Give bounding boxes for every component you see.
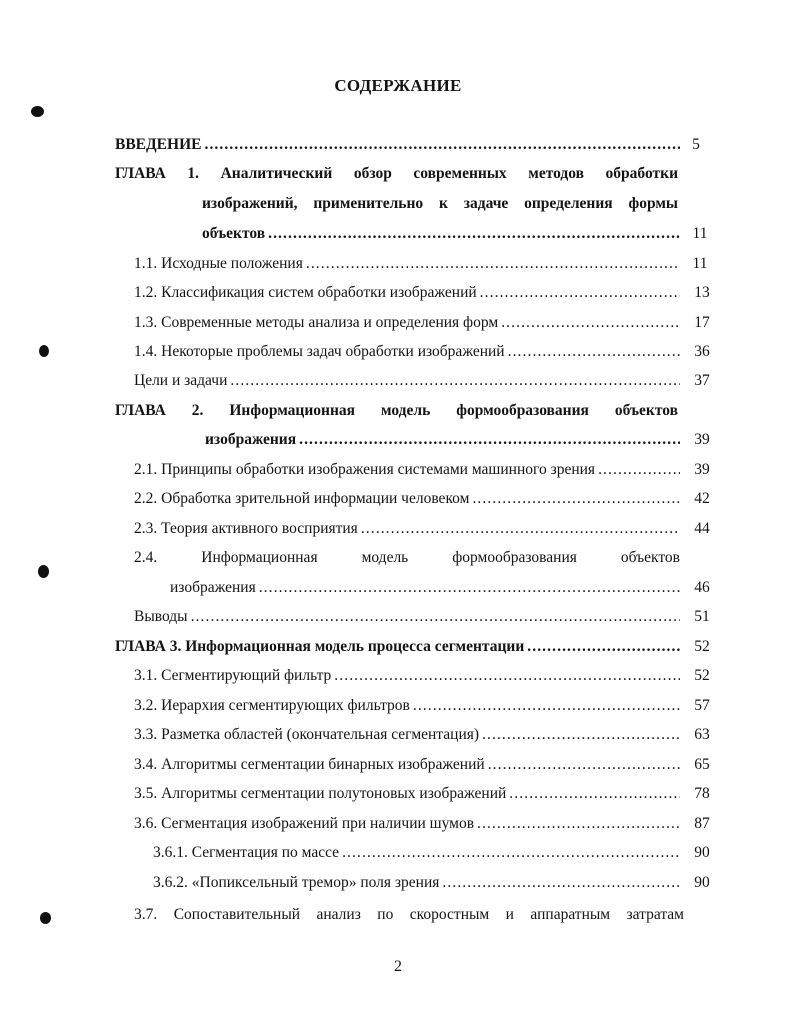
toc-label: ГЛАВА 3. Информационная модель процесса сегментации (115, 638, 525, 655)
toc-page-1-4: 36 (694, 343, 710, 360)
toc-page-3-4: 65 (694, 756, 710, 773)
scan-blot (40, 912, 51, 924)
toc-label: 2.1. Принципы обработки изображения системами машинного зрения (134, 461, 596, 478)
toc-page-chapter-3: 52 (694, 638, 710, 655)
toc-entry-3-2 (134, 696, 680, 716)
toc-page-3-1: 52 (694, 667, 710, 684)
toc-leader (598, 460, 680, 480)
toc-entry-chapter-2-line-2 (205, 430, 680, 450)
toc-entry-3-6-1 (153, 843, 680, 863)
toc-leader (480, 283, 680, 303)
toc-label: 3.3. Разметка областей (окончательная сегментация) (134, 726, 480, 743)
page-number: 2 (394, 958, 402, 975)
toc-entry-intro (115, 135, 680, 155)
toc-leader (442, 873, 680, 893)
toc-label: 3.5. Алгоритмы сегментации полутоновых изображений (134, 785, 507, 802)
toc-entry-1-1 (134, 254, 680, 274)
toc-entry-3-3 (134, 725, 680, 745)
toc-page-3-5: 78 (694, 785, 710, 802)
toc-page-3-6-2: 90 (694, 874, 710, 891)
toc-entry-1-3 (134, 313, 680, 333)
toc-entry-goals (134, 371, 680, 391)
toc-page-3-2: 57 (694, 697, 710, 714)
toc-leader (413, 696, 680, 716)
toc-entry-chapter-1-line-2: изображений, применительно к задаче определения формы (202, 195, 678, 212)
toc-page-3-6: 87 (694, 815, 710, 832)
toc-entry-3-6 (134, 814, 680, 834)
toc-page-3-6-1: 90 (694, 844, 710, 861)
toc-label: Выводы (134, 608, 188, 625)
toc-entry-chapter-1-line-1: ГЛАВА 1. Аналитический обзор современных методов обработки (115, 165, 678, 182)
scan-blot (31, 106, 44, 117)
toc-leader (361, 519, 680, 539)
toc-label: 3.1. Сегментирующий фильтр (134, 667, 332, 684)
toc-label: 1.1. Исходные положения (134, 255, 303, 272)
toc-label: 1.2. Классификация систем обработки изображений (134, 284, 477, 301)
toc-page-1-3: 17 (694, 314, 710, 331)
toc-leader (259, 578, 680, 598)
toc-label: Цели и задачи (134, 372, 228, 389)
toc-entry-chapter-2-line-1: ГЛАВА 2. Информационная модель формообразования объектов (115, 402, 678, 419)
toc-entry-3-6-2 (153, 873, 680, 893)
toc-page-chapter-2: 39 (694, 431, 710, 448)
toc-page-1-1: 11 (692, 255, 708, 272)
toc-entry-3-4 (134, 755, 680, 775)
toc-label: изображения (205, 431, 297, 448)
toc-label: 1.3. Современные методы анализа и определения форм (134, 314, 499, 331)
toc-page-2-1: 39 (694, 461, 710, 478)
toc-entry-2-4-line-2 (170, 578, 680, 598)
toc-entry-2-4-line-1: 2.4. Информационная модель формообразования объектов (134, 549, 680, 566)
toc-page-2-3: 44 (694, 520, 710, 537)
toc-leader (299, 430, 680, 450)
toc-leader (508, 342, 680, 362)
toc-leader (501, 313, 680, 333)
toc-page-conclusions: 51 (694, 608, 710, 625)
toc-leader (230, 371, 680, 391)
toc-leader (268, 224, 680, 244)
toc-entry-chapter-1-line-3 (202, 224, 680, 244)
toc-page-2-2: 42 (694, 490, 710, 507)
toc-leader (482, 725, 680, 745)
toc-label: 2.2. Обработка зрительной информации человеком (134, 490, 470, 507)
toc-entry-conclusions (134, 607, 680, 627)
toc-label: 1.4. Некоторые проблемы задач обработки изображений (134, 343, 505, 360)
toc-leader (527, 637, 680, 657)
toc-entry-3-5 (134, 784, 680, 804)
toc-entry-3-1 (134, 666, 680, 686)
toc-page-2-4: 46 (694, 579, 710, 596)
toc-label: 2.3. Теория активного восприятия (134, 520, 358, 537)
toc-label: 3.6. Сегментация изображений при наличии шумов (134, 815, 475, 832)
toc-entry-2-2 (134, 489, 680, 509)
toc-page-intro: 5 (692, 136, 700, 153)
toc-page-3-3: 63 (694, 726, 710, 743)
toc-leader (204, 135, 680, 155)
scan-blot (39, 345, 49, 357)
toc-page-goals: 37 (694, 372, 710, 389)
toc-label: изображения (170, 579, 256, 596)
toc-label: 3.6.2. «Попиксельный тремор» поля зрения (153, 874, 440, 891)
scan-blot (38, 565, 49, 578)
toc-leader (334, 666, 680, 686)
toc-leader (477, 814, 680, 834)
toc-entry-1-4 (134, 342, 680, 362)
toc-entry-chapter-3 (115, 637, 680, 657)
toc-leader (191, 607, 680, 627)
toc-leader (488, 755, 680, 775)
toc-label: 3.4. Алгоритмы сегментации бинарных изображений (134, 756, 485, 773)
toc-leader (342, 843, 680, 863)
toc-label: объектов (202, 225, 266, 242)
toc-entry-3-7: 3.7. Сопоставительный анализ по скоростным и аппаратным затратам (134, 906, 684, 923)
toc-label: ВВЕДЕНИЕ (115, 136, 202, 153)
toc-entry-2-3 (134, 519, 680, 539)
page-title: СОДЕРЖАНИЕ (334, 76, 462, 95)
toc-leader (509, 784, 680, 804)
toc-entry-2-1 (134, 460, 680, 480)
toc-label: 3.6.1. Сегментация по массе (153, 844, 340, 861)
toc-label: 3.2. Иерархия сегментирующих фильтров (134, 697, 410, 714)
toc-leader (472, 489, 680, 509)
toc-leader (306, 254, 680, 274)
toc-page-chapter-1: 11 (692, 225, 708, 242)
toc-page-1-2: 13 (694, 284, 710, 301)
toc-entry-1-2 (134, 283, 680, 303)
